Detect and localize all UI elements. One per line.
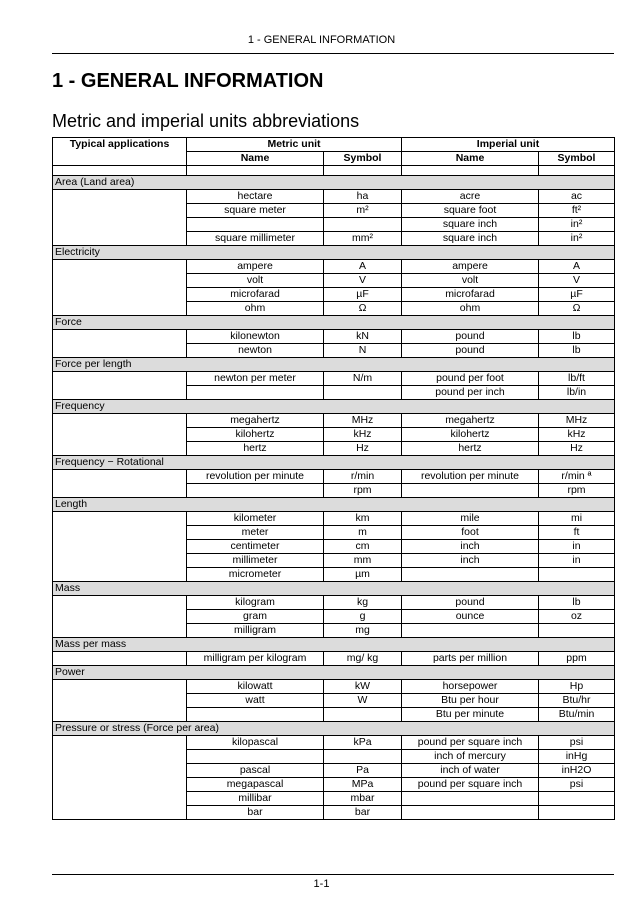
page-number: 1-1 xyxy=(313,878,330,890)
metric-name-cell xyxy=(187,218,324,232)
metric-name-cell: kilometer xyxy=(187,512,324,526)
metric-symbol-cell: N xyxy=(324,344,402,358)
metric-symbol-cell: mm xyxy=(324,554,402,568)
metric-symbol-cell: kN xyxy=(324,330,402,344)
spacer-cell xyxy=(402,166,539,176)
metric-name-cell: microfarad xyxy=(187,288,324,302)
imperial-symbol-cell: in xyxy=(539,554,615,568)
metric-symbol-cell: mg/ kg xyxy=(324,652,402,666)
metric-symbol-cell: m² xyxy=(324,204,402,218)
metric-symbol-cell xyxy=(324,218,402,232)
application-cell xyxy=(53,708,187,722)
metric-name-cell: megahertz xyxy=(187,414,324,428)
application-cell xyxy=(53,568,187,582)
imperial-symbol-cell: ac xyxy=(539,190,615,204)
imperial-symbol-cell: A xyxy=(539,260,615,274)
application-cell xyxy=(53,428,187,442)
table-row xyxy=(53,750,615,764)
imperial-symbol-cell: oz xyxy=(539,610,615,624)
imperial-name-cell: parts per million xyxy=(402,652,539,666)
category-row xyxy=(53,582,615,596)
imperial-symbol-cell: µF xyxy=(539,288,615,302)
imperial-symbol-cell xyxy=(539,624,615,638)
table-row xyxy=(53,596,615,610)
table-row xyxy=(53,526,615,540)
application-cell xyxy=(53,260,187,274)
table-row xyxy=(53,540,615,554)
metric-symbol-cell: MHz xyxy=(324,414,402,428)
spacer-cell xyxy=(187,166,324,176)
imperial-name-cell: microfarad xyxy=(402,288,539,302)
metric-symbol-cell: r/min xyxy=(324,470,402,484)
table-row xyxy=(53,288,615,302)
metric-name-cell: bar xyxy=(187,806,324,820)
imperial-symbol-cell: lb xyxy=(539,596,615,610)
imperial-name-cell: Btu per hour xyxy=(402,694,539,708)
metric-name-cell: revolution per minute xyxy=(187,470,324,484)
imperial-name-cell: pound per foot xyxy=(402,372,539,386)
metric-name-cell: milligram per kilogram xyxy=(187,652,324,666)
metric-name-cell: meter xyxy=(187,526,324,540)
category-row xyxy=(53,666,615,680)
category-row xyxy=(53,316,615,330)
imperial-name-cell: acre xyxy=(402,190,539,204)
imperial-name-cell: pound xyxy=(402,596,539,610)
category-row xyxy=(53,400,615,414)
imperial-symbol-cell xyxy=(539,792,615,806)
metric-symbol-cell: rpm xyxy=(324,484,402,498)
application-cell xyxy=(53,694,187,708)
category-label: Mass per mass xyxy=(53,638,615,652)
application-cell xyxy=(53,750,187,764)
imperial-symbol-cell: in² xyxy=(539,218,615,232)
application-cell xyxy=(53,624,187,638)
running-header: 1 - GENERAL INFORMATION xyxy=(247,34,396,46)
table-row xyxy=(53,778,615,792)
metric-symbol-cell: Pa xyxy=(324,764,402,778)
application-cell xyxy=(53,806,187,820)
imperial-symbol-cell: lb/ft xyxy=(539,372,615,386)
metric-name-cell: watt xyxy=(187,694,324,708)
metric-name-cell: gram xyxy=(187,610,324,624)
table-row xyxy=(53,302,615,316)
metric-name-cell: pascal xyxy=(187,764,324,778)
imperial-name-cell: pound per square inch xyxy=(402,778,539,792)
category-label: Length xyxy=(53,498,615,512)
imperial-name-cell: Btu per minute xyxy=(402,708,539,722)
table-row xyxy=(53,652,615,666)
imperial-symbol-cell: psi xyxy=(539,736,615,750)
category-label: Area (Land area) xyxy=(53,176,615,190)
metric-name-cell xyxy=(187,708,324,722)
imperial-symbol-cell: in xyxy=(539,540,615,554)
application-cell xyxy=(53,302,187,316)
application-cell xyxy=(53,736,187,750)
metric-symbol-cell: Hz xyxy=(324,442,402,456)
imperial-name-cell: pound xyxy=(402,344,539,358)
table-row xyxy=(53,554,615,568)
table-row xyxy=(53,414,615,428)
application-cell xyxy=(53,414,187,428)
metric-name-cell: hertz xyxy=(187,442,324,456)
col-header-imperial-name: Name xyxy=(402,152,539,166)
spacer-row xyxy=(53,166,615,176)
table-row xyxy=(53,694,615,708)
application-cell xyxy=(53,680,187,694)
category-row xyxy=(53,722,615,736)
imperial-name-cell: inch of mercury xyxy=(402,750,539,764)
imperial-symbol-cell: psi xyxy=(539,778,615,792)
metric-name-cell: millimeter xyxy=(187,554,324,568)
table-row xyxy=(53,428,615,442)
imperial-symbol-cell: inH2O xyxy=(539,764,615,778)
application-cell xyxy=(53,330,187,344)
metric-symbol-cell xyxy=(324,386,402,400)
imperial-name-cell: inch xyxy=(402,540,539,554)
application-cell xyxy=(53,442,187,456)
metric-name-cell: micrometer xyxy=(187,568,324,582)
metric-symbol-cell: ha xyxy=(324,190,402,204)
category-label: Frequency − Rotational xyxy=(53,456,615,470)
category-label: Pressure or stress (Force per area) xyxy=(53,722,615,736)
application-cell xyxy=(53,386,187,400)
table-row xyxy=(53,512,615,526)
application-cell xyxy=(53,526,187,540)
application-cell xyxy=(53,344,187,358)
category-row xyxy=(53,246,615,260)
metric-symbol-cell: bar xyxy=(324,806,402,820)
metric-name-cell: megapascal xyxy=(187,778,324,792)
metric-symbol-cell: kPa xyxy=(324,736,402,750)
metric-name-cell: milligram xyxy=(187,624,324,638)
metric-name-cell xyxy=(187,750,324,764)
category-row xyxy=(53,358,615,372)
table-row xyxy=(53,330,615,344)
category-row xyxy=(53,498,615,512)
imperial-symbol-cell xyxy=(539,806,615,820)
imperial-name-cell: volt xyxy=(402,274,539,288)
imperial-name-cell: ounce xyxy=(402,610,539,624)
imperial-symbol-cell: in² xyxy=(539,232,615,246)
category-row xyxy=(53,176,615,190)
imperial-name-cell: megahertz xyxy=(402,414,539,428)
imperial-symbol-cell: ft² xyxy=(539,204,615,218)
metric-name-cell: ohm xyxy=(187,302,324,316)
imperial-symbol-cell: MHz xyxy=(539,414,615,428)
application-cell xyxy=(53,778,187,792)
metric-name-cell: volt xyxy=(187,274,324,288)
imperial-name-cell: foot xyxy=(402,526,539,540)
units-table-body xyxy=(53,166,615,820)
col-header-metric: Metric unit xyxy=(187,138,402,152)
table-row xyxy=(53,204,615,218)
application-cell xyxy=(53,204,187,218)
metric-symbol-cell: V xyxy=(324,274,402,288)
metric-symbol-cell: µF xyxy=(324,288,402,302)
imperial-name-cell: inch xyxy=(402,554,539,568)
footer-divider xyxy=(52,874,614,875)
imperial-symbol-cell: kHz xyxy=(539,428,615,442)
imperial-name-cell: horsepower xyxy=(402,680,539,694)
col-header-metric-name: Name xyxy=(187,152,324,166)
imperial-name-cell: square inch xyxy=(402,218,539,232)
category-label: Electricity xyxy=(53,246,615,260)
imperial-name-cell xyxy=(402,624,539,638)
metric-symbol-cell: W xyxy=(324,694,402,708)
table-row xyxy=(53,372,615,386)
imperial-name-cell: mile xyxy=(402,512,539,526)
imperial-symbol-cell: Ω xyxy=(539,302,615,316)
imperial-symbol-cell: r/min ª xyxy=(539,470,615,484)
imperial-symbol-cell: lb/in xyxy=(539,386,615,400)
metric-name-cell xyxy=(187,484,324,498)
table-row xyxy=(53,470,615,484)
table-row xyxy=(53,344,615,358)
metric-name-cell: ampere xyxy=(187,260,324,274)
category-label: Frequency xyxy=(53,400,615,414)
application-cell xyxy=(53,792,187,806)
imperial-name-cell: pound per inch xyxy=(402,386,539,400)
metric-symbol-cell: mbar xyxy=(324,792,402,806)
imperial-name-cell: ampere xyxy=(402,260,539,274)
category-row xyxy=(53,456,615,470)
metric-symbol-cell: cm xyxy=(324,540,402,554)
metric-name-cell: kilonewton xyxy=(187,330,324,344)
units-table xyxy=(52,137,615,820)
metric-name-cell: kilogram xyxy=(187,596,324,610)
metric-symbol-cell: m xyxy=(324,526,402,540)
imperial-symbol-cell: lb xyxy=(539,344,615,358)
metric-symbol-cell: mm² xyxy=(324,232,402,246)
table-row xyxy=(53,624,615,638)
metric-name-cell: square meter xyxy=(187,204,324,218)
metric-name-cell xyxy=(187,386,324,400)
imperial-symbol-cell: inHg xyxy=(539,750,615,764)
metric-name-cell: centimeter xyxy=(187,540,324,554)
metric-symbol-cell: mg xyxy=(324,624,402,638)
imperial-name-cell xyxy=(402,792,539,806)
spacer-cell xyxy=(539,166,615,176)
category-label: Force per length xyxy=(53,358,615,372)
imperial-name-cell: square foot xyxy=(402,204,539,218)
metric-symbol-cell: N/m xyxy=(324,372,402,386)
application-cell xyxy=(53,190,187,204)
imperial-name-cell: revolution per minute xyxy=(402,470,539,484)
metric-name-cell: kilohertz xyxy=(187,428,324,442)
table-row xyxy=(53,680,615,694)
metric-symbol-cell: Ω xyxy=(324,302,402,316)
metric-symbol-cell xyxy=(324,750,402,764)
category-label: Mass xyxy=(53,582,615,596)
category-label: Force xyxy=(53,316,615,330)
table-row xyxy=(53,568,615,582)
category-label: Power xyxy=(53,666,615,680)
imperial-name-cell: square inch xyxy=(402,232,539,246)
table-row xyxy=(53,190,615,204)
application-cell xyxy=(53,764,187,778)
spacer-cell xyxy=(53,166,187,176)
table-row xyxy=(53,792,615,806)
imperial-symbol-cell: rpm xyxy=(539,484,615,498)
imperial-name-cell: ohm xyxy=(402,302,539,316)
header-divider xyxy=(52,53,614,54)
table-row xyxy=(53,386,615,400)
application-cell xyxy=(53,372,187,386)
metric-symbol-cell: MPa xyxy=(324,778,402,792)
table-row xyxy=(53,484,615,498)
metric-symbol-cell: g xyxy=(324,610,402,624)
header-row xyxy=(53,138,615,152)
table-row xyxy=(53,610,615,624)
page-title: 1 - GENERAL INFORMATION xyxy=(52,70,324,92)
table-row xyxy=(53,442,615,456)
imperial-name-cell: inch of water xyxy=(402,764,539,778)
metric-symbol-cell: km xyxy=(324,512,402,526)
spacer-cell xyxy=(324,166,402,176)
imperial-name-cell: pound xyxy=(402,330,539,344)
application-cell xyxy=(53,512,187,526)
metric-name-cell: kilopascal xyxy=(187,736,324,750)
application-cell xyxy=(53,596,187,610)
imperial-symbol-cell: Hp xyxy=(539,680,615,694)
metric-name-cell: newton per meter xyxy=(187,372,324,386)
imperial-name-cell: kilohertz xyxy=(402,428,539,442)
imperial-symbol-cell: ppm xyxy=(539,652,615,666)
imperial-name-cell xyxy=(402,806,539,820)
application-cell xyxy=(53,232,187,246)
table-row xyxy=(53,274,615,288)
section-title: Metric and imperial units abbreviations xyxy=(52,111,360,131)
metric-symbol-cell: kHz xyxy=(324,428,402,442)
metric-symbol-cell xyxy=(324,708,402,722)
category-row xyxy=(53,638,615,652)
application-cell xyxy=(53,288,187,302)
imperial-name-cell xyxy=(402,568,539,582)
table-row xyxy=(53,764,615,778)
table-row xyxy=(53,218,615,232)
imperial-symbol-cell: ft xyxy=(539,526,615,540)
table-row xyxy=(53,232,615,246)
imperial-name-cell: pound per square inch xyxy=(402,736,539,750)
table-row xyxy=(53,806,615,820)
table-row xyxy=(53,736,615,750)
col-header-imperial-symbol: Symbol xyxy=(539,152,615,166)
col-header-applications: Typical applications xyxy=(53,138,187,166)
imperial-symbol-cell xyxy=(539,568,615,582)
imperial-symbol-cell: Btu/min xyxy=(539,708,615,722)
col-header-imperial: Imperial unit xyxy=(402,138,615,152)
col-header-metric-symbol: Symbol xyxy=(324,152,402,166)
imperial-name-cell xyxy=(402,484,539,498)
metric-name-cell: hectare xyxy=(187,190,324,204)
metric-name-cell: kilowatt xyxy=(187,680,324,694)
imperial-symbol-cell: Hz xyxy=(539,442,615,456)
application-cell xyxy=(53,610,187,624)
metric-symbol-cell: kW xyxy=(324,680,402,694)
metric-name-cell: millibar xyxy=(187,792,324,806)
imperial-name-cell: hertz xyxy=(402,442,539,456)
application-cell xyxy=(53,554,187,568)
imperial-symbol-cell: lb xyxy=(539,330,615,344)
imperial-symbol-cell: mi xyxy=(539,512,615,526)
table-row xyxy=(53,708,615,722)
application-cell xyxy=(53,484,187,498)
metric-symbol-cell: kg xyxy=(324,596,402,610)
application-cell xyxy=(53,540,187,554)
application-cell xyxy=(53,218,187,232)
metric-symbol-cell: µm xyxy=(324,568,402,582)
application-cell xyxy=(53,652,187,666)
metric-name-cell: square millimeter xyxy=(187,232,324,246)
application-cell xyxy=(53,470,187,484)
metric-name-cell: newton xyxy=(187,344,324,358)
application-cell xyxy=(53,274,187,288)
metric-symbol-cell: A xyxy=(324,260,402,274)
table-row xyxy=(53,260,615,274)
imperial-symbol-cell: Btu/hr xyxy=(539,694,615,708)
imperial-symbol-cell: V xyxy=(539,274,615,288)
